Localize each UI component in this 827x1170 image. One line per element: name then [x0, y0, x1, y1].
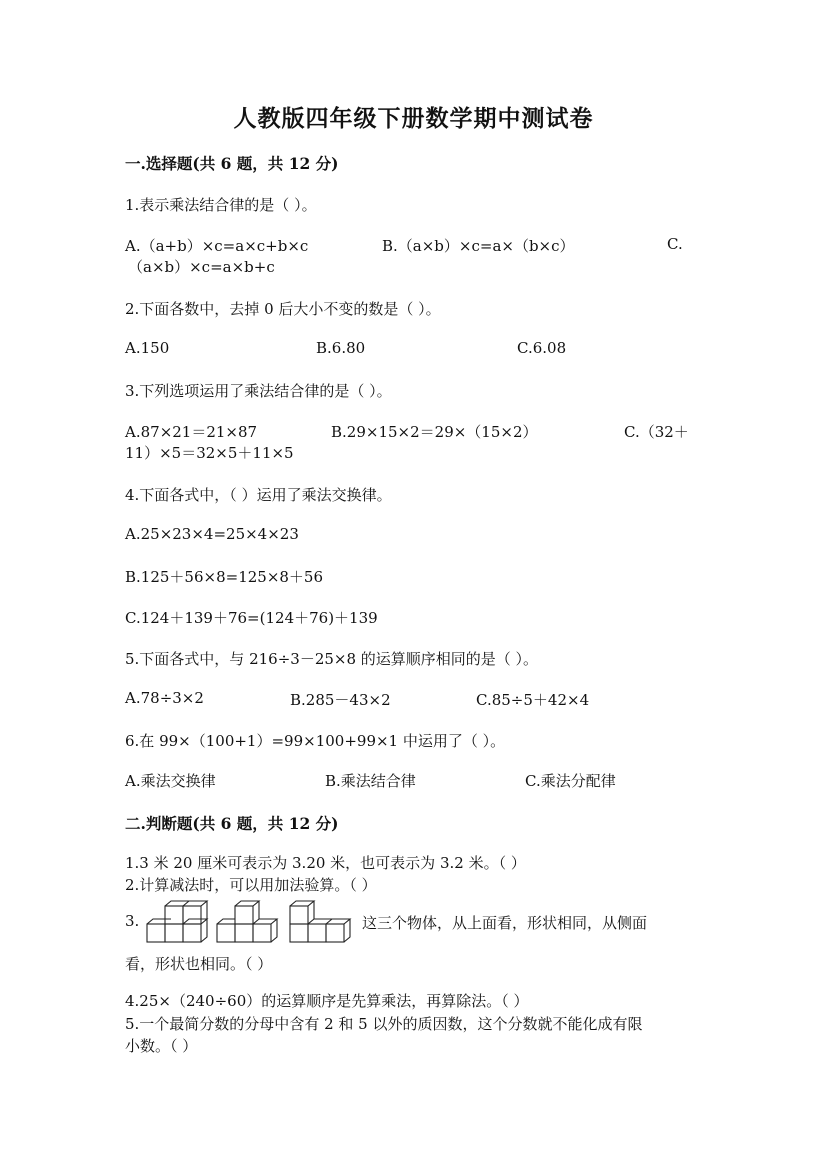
judge-5-continued: 小数。（ ）	[125, 1037, 198, 1055]
q6-stem: 6.在 99×（100+1）=99×100+99×1 中运用了（ ）。	[125, 732, 506, 750]
q2-option-a: A.150	[125, 339, 170, 357]
q5-option-a: A.78÷3×2	[125, 689, 204, 707]
cube-figure-3	[290, 901, 350, 942]
judge-1: 1.3 米 20 厘米可表示为 3.20 米，也可表示为 3.2 米。（ ）	[125, 854, 526, 872]
q3-option-c-continued: 11）×5＝32×5＋11×5	[125, 444, 294, 462]
judge-3-text: 这三个物体，从上面看，形状相同，从侧面	[362, 914, 648, 932]
cube-figures-illustration	[145, 900, 360, 948]
q3-stem: 3.下列选项运用了乘法结合律的是（ ）。	[125, 382, 392, 400]
q3-option-b: B.29×15×2＝29×（15×2）	[331, 423, 538, 441]
q4-stem: 4.下面各式中，（ ）运用了乘法交换律。	[125, 486, 392, 504]
exam-title: 人教版四年级下册数学期中测试卷	[233, 105, 594, 132]
q1-option-a: A.（a+b）×c=a×c+b×c	[125, 237, 309, 255]
q6-option-a: A.乘法交换律	[125, 772, 216, 790]
q6-option-b: B.乘法结合律	[325, 772, 416, 790]
q6-option-c: C.乘法分配律	[525, 772, 616, 790]
q3-option-a: A.87×21＝21×87	[125, 423, 258, 441]
q4-option-a: A.25×23×4=25×4×23	[125, 525, 299, 543]
q4-option-b: B.125＋56×8=125×8＋56	[125, 568, 324, 586]
q5-option-b: B.285－43×2	[290, 691, 391, 709]
cube-figure-2	[217, 901, 277, 942]
section-1-heading: 一.选择题(共 6 题，共 12 分)	[125, 154, 339, 173]
judge-4: 4.25×（240÷60）的运算顺序是先算乘法，再算除法。（ ）	[125, 992, 529, 1010]
q3-option-c: C.（32＋	[624, 423, 689, 441]
q1-option-c-continued: （a×b）×c=a×b+c	[128, 258, 275, 276]
q1-option-b: B.（a×b）×c=a×（b×c）	[382, 237, 575, 255]
q2-option-c: C.6.08	[517, 339, 567, 357]
q5-option-c: C.85÷5＋42×4	[476, 691, 590, 709]
q1-stem: 1.表示乘法结合律的是（ ）。	[125, 196, 317, 214]
q2-option-b: B.6.80	[316, 339, 366, 357]
q4-option-c: C.124＋139＋76=(124＋76)＋139	[125, 609, 378, 627]
q2-stem: 2.下面各数中，去掉 0 后大小不变的数是（ ）。	[125, 300, 441, 318]
judge-2: 2.计算减法时，可以用加法验算。（ ）	[125, 876, 377, 894]
q1-option-c: C.	[667, 235, 683, 253]
judge-3-continued: 看，形状也相同。（ ）	[125, 955, 273, 973]
judge-3-number: 3.	[125, 912, 140, 930]
q5-stem: 5.下面各式中，与 216÷3－25×8 的运算顺序相同的是（ ）。	[125, 650, 539, 668]
judge-5: 5.一个最简分数的分母中含有 2 和 5 以外的质因数，这个分数就不能化成有限	[125, 1015, 643, 1033]
cube-figure-1	[147, 901, 207, 942]
section-2-heading: 二.判断题(共 6 题，共 12 分)	[125, 814, 339, 833]
